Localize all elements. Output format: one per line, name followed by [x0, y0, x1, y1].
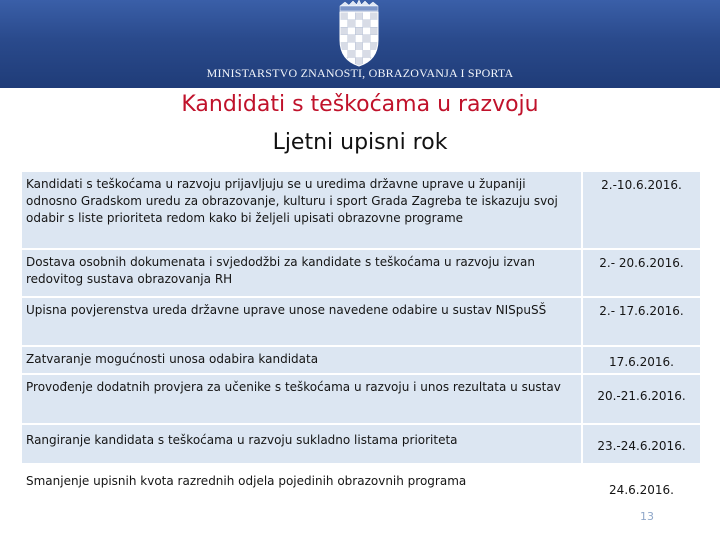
page-subtitle: Ljetni upisni rok — [272, 130, 448, 155]
row-description: Kandidati s teškoćama u razvoju prijavljuju se u uredima državne uprave u županiji odnosno Gradskom uredu za obrazovanje, kulturu i sport Grada Zagreba te iskazuju svoj odabir s liste prioriteta redom kako bi željeli upisati obrazovne programe — [22, 172, 581, 250]
row-description: Rangiranje kandidata s teškoćama u razvoju sukladno listama prioriteta — [22, 425, 581, 465]
row-date: 2.- 20.6.2016. — [581, 250, 700, 298]
row-date: 2.-10.6.2016. — [581, 172, 700, 250]
table-row — [22, 172, 700, 250]
table-row — [22, 375, 700, 425]
table-row — [22, 347, 700, 375]
page-number: 13 — [640, 510, 654, 523]
row-description: Zatvaranje mogućnosti unosa odabira kandidata — [22, 347, 581, 375]
row-date: 24.6.2016. — [581, 465, 700, 501]
row-description: Provođenje dodatnih provjera za učenike s teškoćama u razvoju i unos rezultata u sustav — [22, 375, 581, 425]
table-row — [22, 298, 700, 347]
row-date: 20.-21.6.2016. — [581, 375, 700, 425]
schedule-table — [22, 172, 700, 501]
croatian-coat-of-arms-icon — [336, 0, 382, 68]
row-description: Dostava osobnih dokumenata i svjedodžbi za kandidate s teškoćama u razvoju izvan redovitog sustava obrazovanja RH — [22, 250, 581, 298]
row-date: 2.- 17.6.2016. — [581, 298, 700, 347]
ministry-name: MINISTARSTVO ZNANOSTI, OBRAZOVANJA I SPORTA — [206, 66, 514, 80]
row-description: Upisna povjerenstva ureda državne uprave unose navedene odabire u sustav NISpuSŠ — [22, 298, 581, 347]
row-date: 23.-24.6.2016. — [581, 425, 700, 465]
table-row — [22, 425, 700, 465]
table-row — [22, 250, 700, 298]
ministry-header-banner — [0, 0, 720, 88]
row-date: 17.6.2016. — [581, 347, 700, 375]
table-row — [22, 465, 700, 501]
row-description: Smanjenje upisnih kvota razrednih odjela pojedinih obrazovnih programa — [22, 465, 581, 501]
page-title: Kandidati s teškoćama u razvoju — [181, 92, 539, 117]
